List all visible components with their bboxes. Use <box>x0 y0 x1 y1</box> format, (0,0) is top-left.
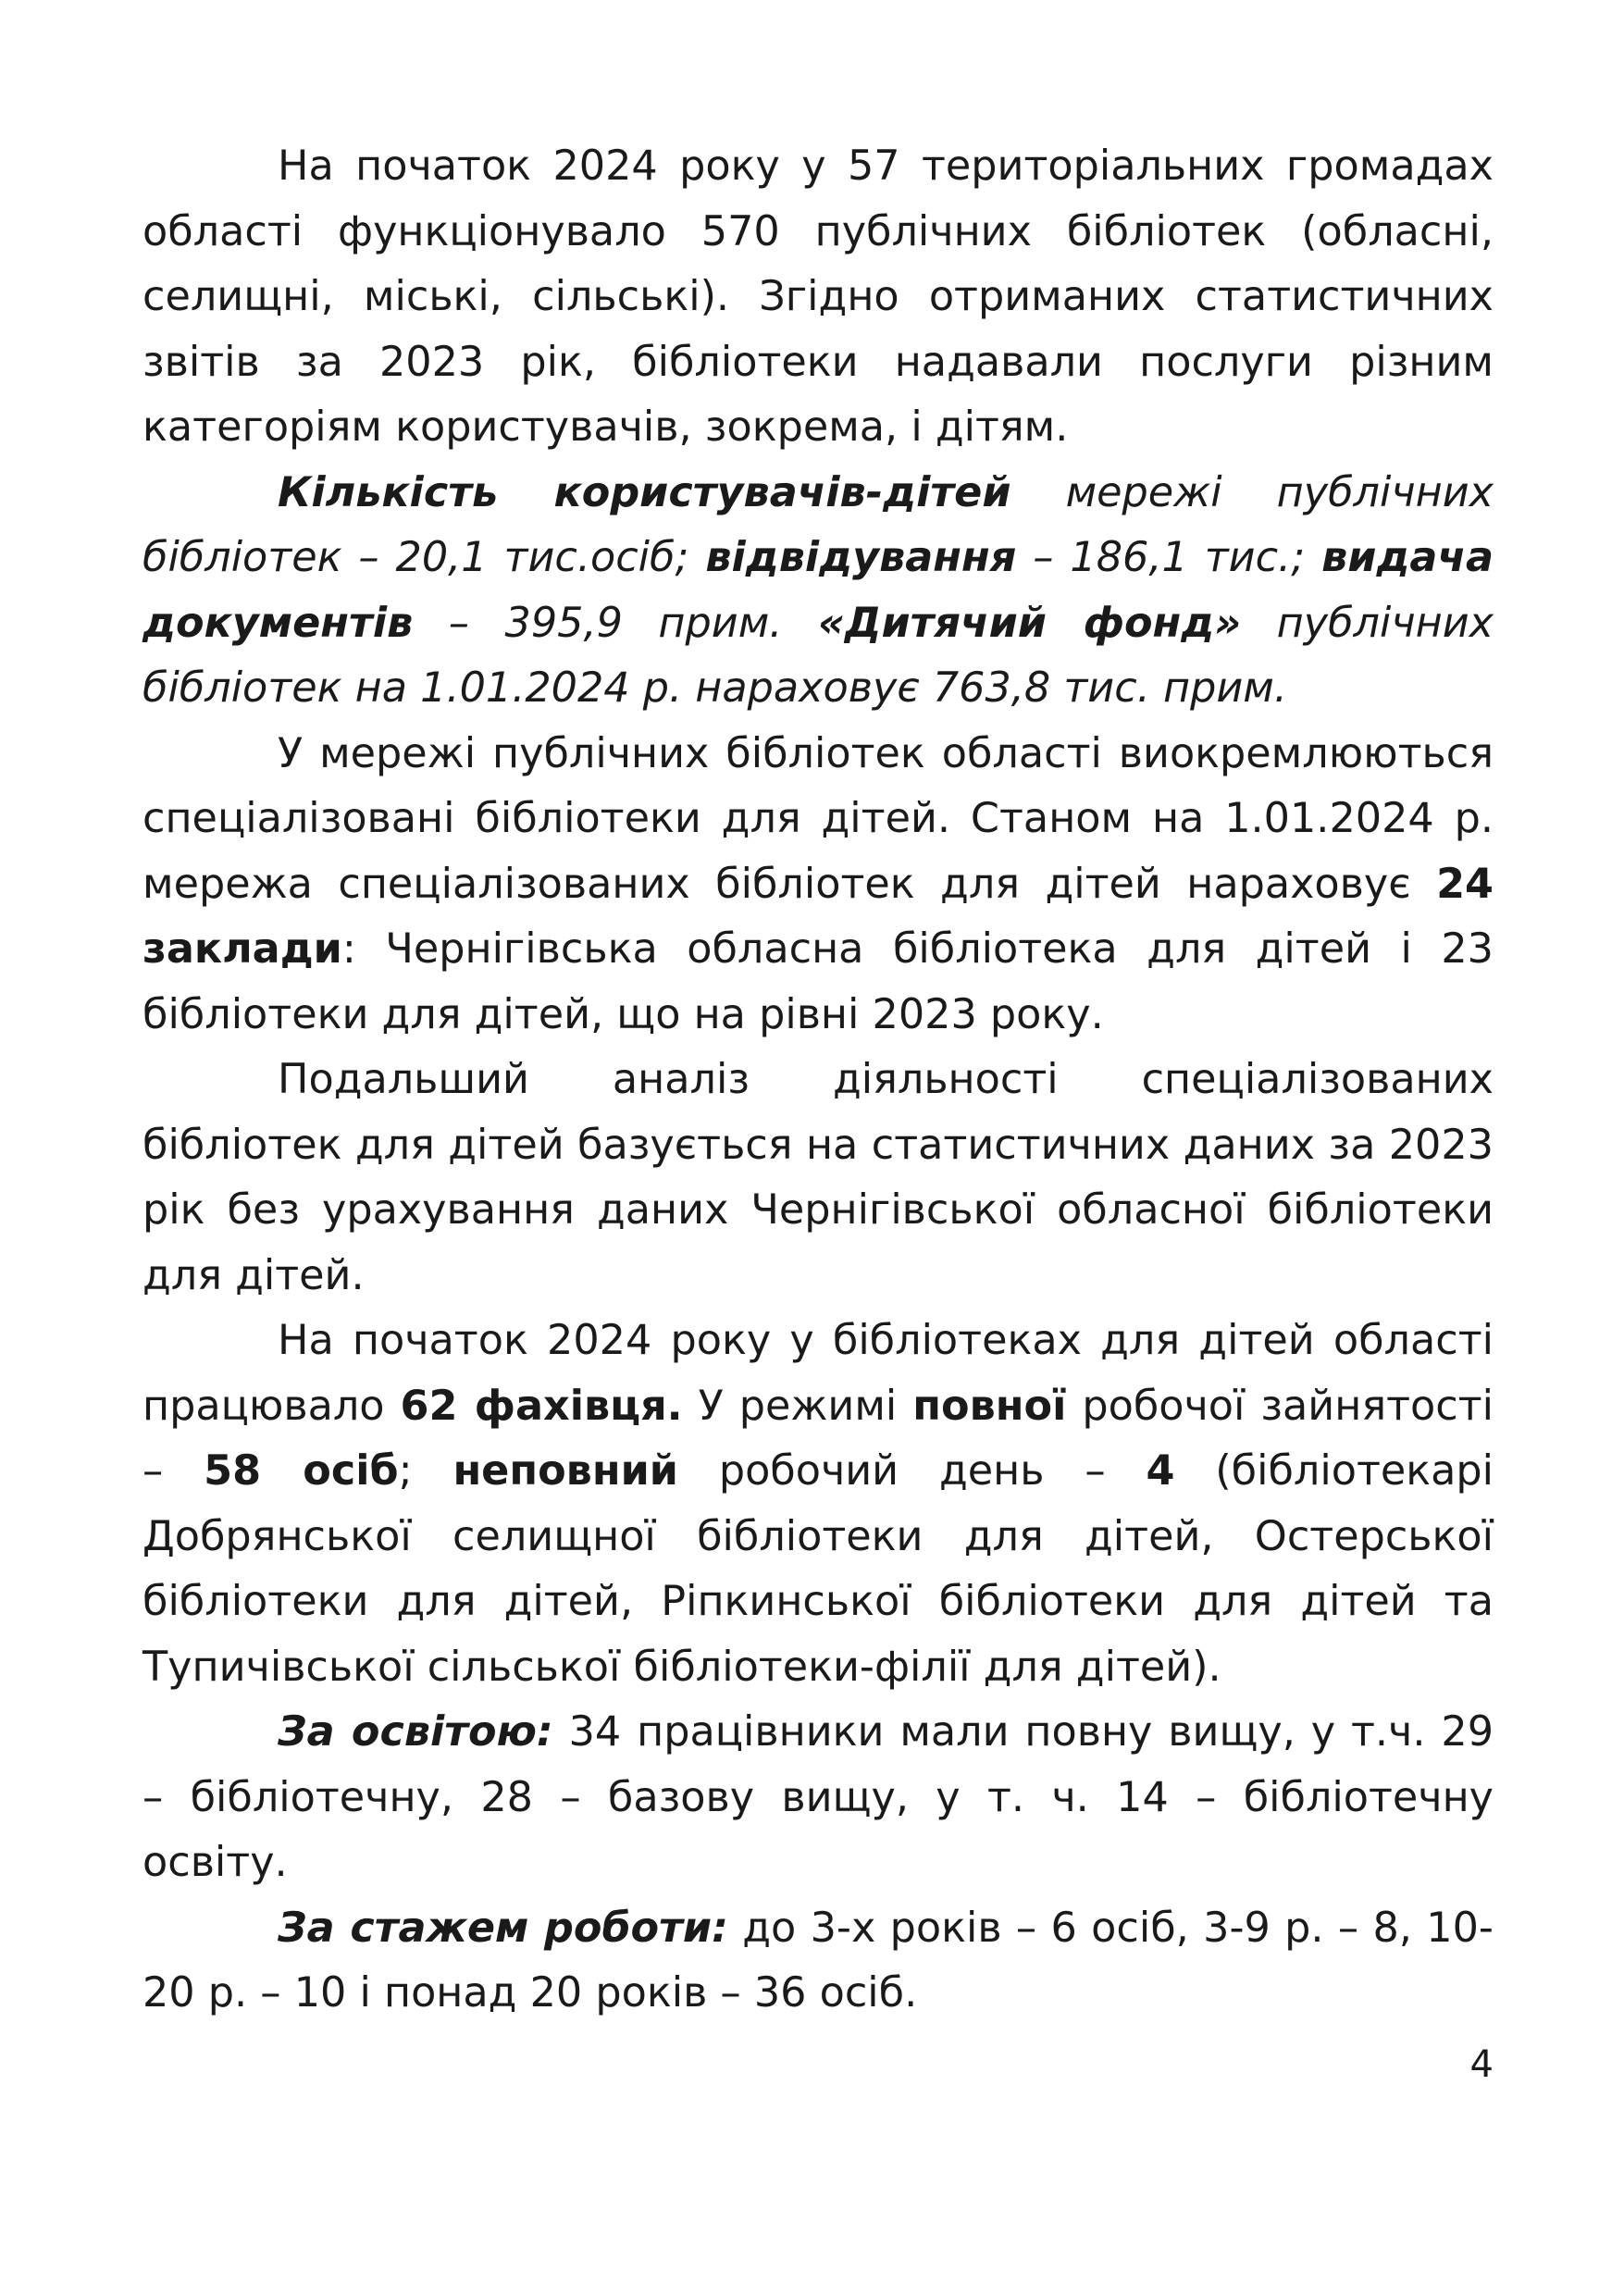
text-run: 34 працівники мали повну вищу, у т.ч. 29 – бібліотечну, 28 – базову вищу, у т. ч. 14 – бібліотечну освіту. <box>143 1708 1494 1886</box>
paragraph-specialized-libraries <box>143 722 1494 1049</box>
paragraph-analysis-basis <box>143 1048 1494 1309</box>
text-run: У мережі публічних бібліотек області виокремлюються спеціалізовані бібліотеки для дітей. Станом на 1.01.2024 р. мережа спеціалізованих бібліотек для дітей нараховує <box>143 729 1494 908</box>
text-run: до 3-х років – 6 осіб, 3-9 р. – 8, 10-20 р. – 10 і понад 20 років – 36 осіб. <box>143 1904 1494 2017</box>
paragraph-libraries-overview <box>143 134 1494 461</box>
text-run: (бібліотекарі Добрянської селищної бібліотеки для дітей, Остерської бібліотеки для дітей, Ріпкинської бібліотеки для дітей та Тупичівської сільської бібліотеки-філії для дітей). <box>143 1447 1494 1691</box>
text-run: – 186,1 тис.; <box>1016 534 1322 581</box>
text-run: робочий день – <box>677 1447 1147 1495</box>
text-run: 4 <box>1146 1447 1175 1495</box>
paragraph-staff-experience <box>143 1896 1494 2027</box>
text-run: 62 фахівця. <box>400 1382 683 1430</box>
page-number: 4 <box>1469 2043 1494 2086</box>
text-run: На початок 2024 року у 57 територіальних громадах області функціонувало 570 публічних бібліотек (обласні, селищні, міські, сільські). Згідно отриманих статистичних звітів за 2023 рік, бібліотеки надавали послуги різним категоріям користувачів, зокрема, і дітям. <box>143 143 1494 451</box>
text-run: 58 осіб <box>204 1447 399 1495</box>
text-run: відвідування <box>705 534 1017 581</box>
text-run: «Дитячий фонд» <box>817 599 1242 647</box>
text-run: Кількість користувачів-дітей <box>278 468 1011 516</box>
text-run: робочої зайнятості – <box>143 1382 1494 1495</box>
text-run: – 395,9 прим. <box>413 599 818 647</box>
text-run: видача документів <box>143 534 1494 647</box>
paragraph-staff-education <box>143 1700 1494 1896</box>
text-run: За стажем роботи: <box>278 1904 728 1952</box>
text-run: За освітою: <box>278 1708 553 1756</box>
text-run: неповний <box>452 1447 678 1495</box>
text-run: мережі публічних бібліотек – 20,1 тис.осіб; <box>143 468 1494 581</box>
paragraph-children-users-stats <box>143 461 1494 722</box>
paragraph-staff-count <box>143 1309 1494 1700</box>
document-body <box>143 134 1494 2027</box>
text-run: Подальший аналіз діяльності спеціалізованих бібліотек для дітей базується на статистичних даних за 2023 рік без урахування даних Чернігівської обласної бібліотеки для дітей. <box>143 1056 1494 1299</box>
text-run: : Чернігівська обласна бібліотека для дітей і 23 бібліотеки для дітей, що на рівні 2023 року. <box>143 925 1494 1038</box>
text-run: У режимі <box>682 1382 913 1430</box>
text-run: ; <box>398 1447 453 1495</box>
text-run: 24 заклади <box>143 860 1494 973</box>
text-run: На початок 2024 року у бібліотеках для дітей області працювало <box>143 1317 1494 1430</box>
text-run: публічних бібліотек на 1.01.2024 р. нараховує 763,8 тис. прим. <box>143 599 1494 712</box>
text-run: повної <box>912 1382 1067 1430</box>
